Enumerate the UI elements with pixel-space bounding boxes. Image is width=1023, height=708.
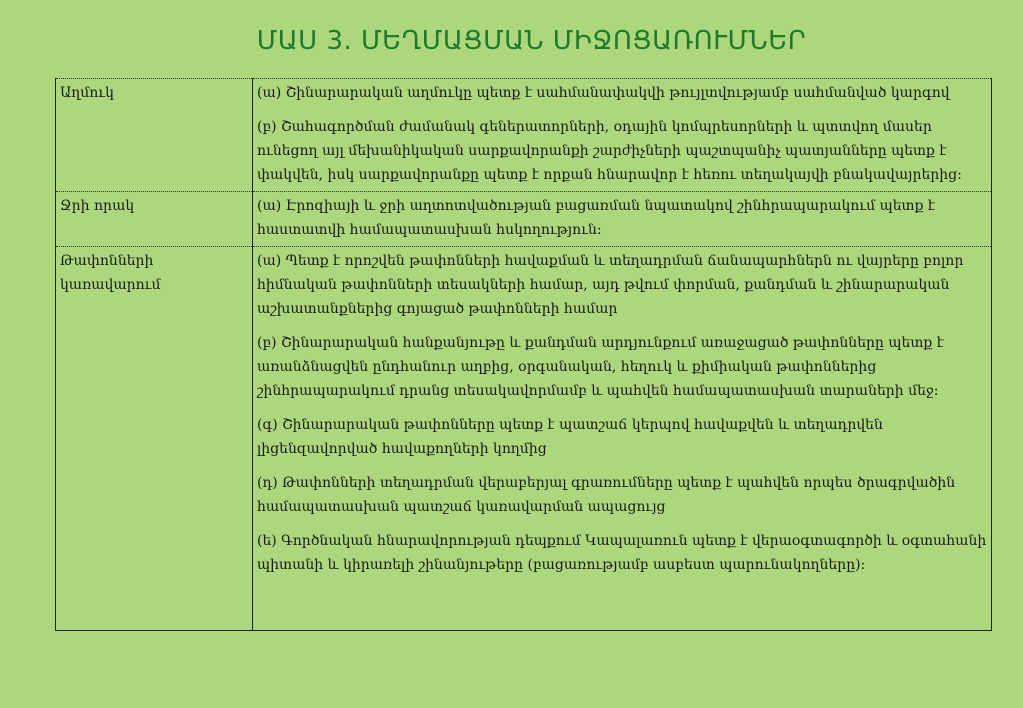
- table-row-water-quality: [56, 192, 992, 247]
- table-row-noise: [56, 79, 992, 192]
- measure-paragraph: (ա) Շինարարական աղմուկը պետք է սահմանափակվի թույլտվությամբ սահմանված կարգով: [257, 85, 950, 101]
- measure-paragraph: (դ) Թափոնների տեղադրման վերաբերյալ գրառումները պետք է պահվեն որպես ծրագրվածին համապատասխան պատշաճ կառավարման ապացույց: [257, 475, 956, 515]
- description-cell: [253, 192, 992, 247]
- table-row-waste-management: [56, 247, 992, 631]
- category-cell: Աղմուկ: [56, 79, 253, 192]
- mitigation-table: [55, 78, 992, 631]
- description-cell: [253, 247, 992, 631]
- category-cell: Թափոնների կառավարում: [56, 247, 253, 631]
- category-cell: Ջրի որակ: [56, 192, 253, 247]
- measure-paragraph: (ա) Էրոզիայի և ջրի աղտոտվածության բացառման նպատակով շինհրապարակում պետք է հաստատվի համապատասխան հսկողություն:: [257, 198, 936, 238]
- measure-paragraph: (գ) Շինարարական թափոնները պետք է պատշաճ կերպով հավաքվեն և տեղադրվեն լիցենզավորված հավաքողների կողմից: [257, 417, 883, 457]
- page-title: ՄԱՍ 3. ՄԵՂՄԱՑՄԱՆ ՄԻՋՈՑԱՌՈՒՄՆԵՐ: [256, 26, 807, 56]
- description-cell: [253, 79, 992, 192]
- measure-paragraph: (ա) Պետք է որոշվեն թափոնների հավաքման և տեղադրման ճանապարհներն ու վայրերը բոլոր հիմնական թափոնների տեսակների համար, այդ թվում փորման, քանդման և շինարարական աշխատանքներից գոյացած թափոնների համար: [257, 253, 964, 317]
- measure-paragraph: (բ) Շինարարական հանքանյութը և քանդման արդյունքում առաջացած թափոնները պետք է առանձնացվեն ընդհանուր աղբից, օրգանական, հեղուկ և քիմիական թափոններից շինհրապարակում դրանց տեսակավորմամբ և պահվեն համապատասխան տարաների մեջ:: [257, 335, 944, 399]
- measure-paragraph: (բ) Շահագործման ժամանակ գեներատորների, օդային կոմպրեսորների և պտտվող մասեր ունեցող այլ մեխանիկական սարքավորանքի շարժիչների պաշտպանիչ պատյանները պետք է փակվեն, իսկ սարքավորանքը պետք է որքան հնարավոր է հեռու տեղակայվի բնակավայրերից:: [257, 119, 962, 183]
- measure-paragraph: (ե) Գործնական հնարավորության դեպքում Կապալառուն պետք է վերաօգտագործի և օգտահանի պիտանի և կիրառելի շինանյութերը (բացառությամբ ասբեստ պարունակողները):: [257, 533, 987, 573]
